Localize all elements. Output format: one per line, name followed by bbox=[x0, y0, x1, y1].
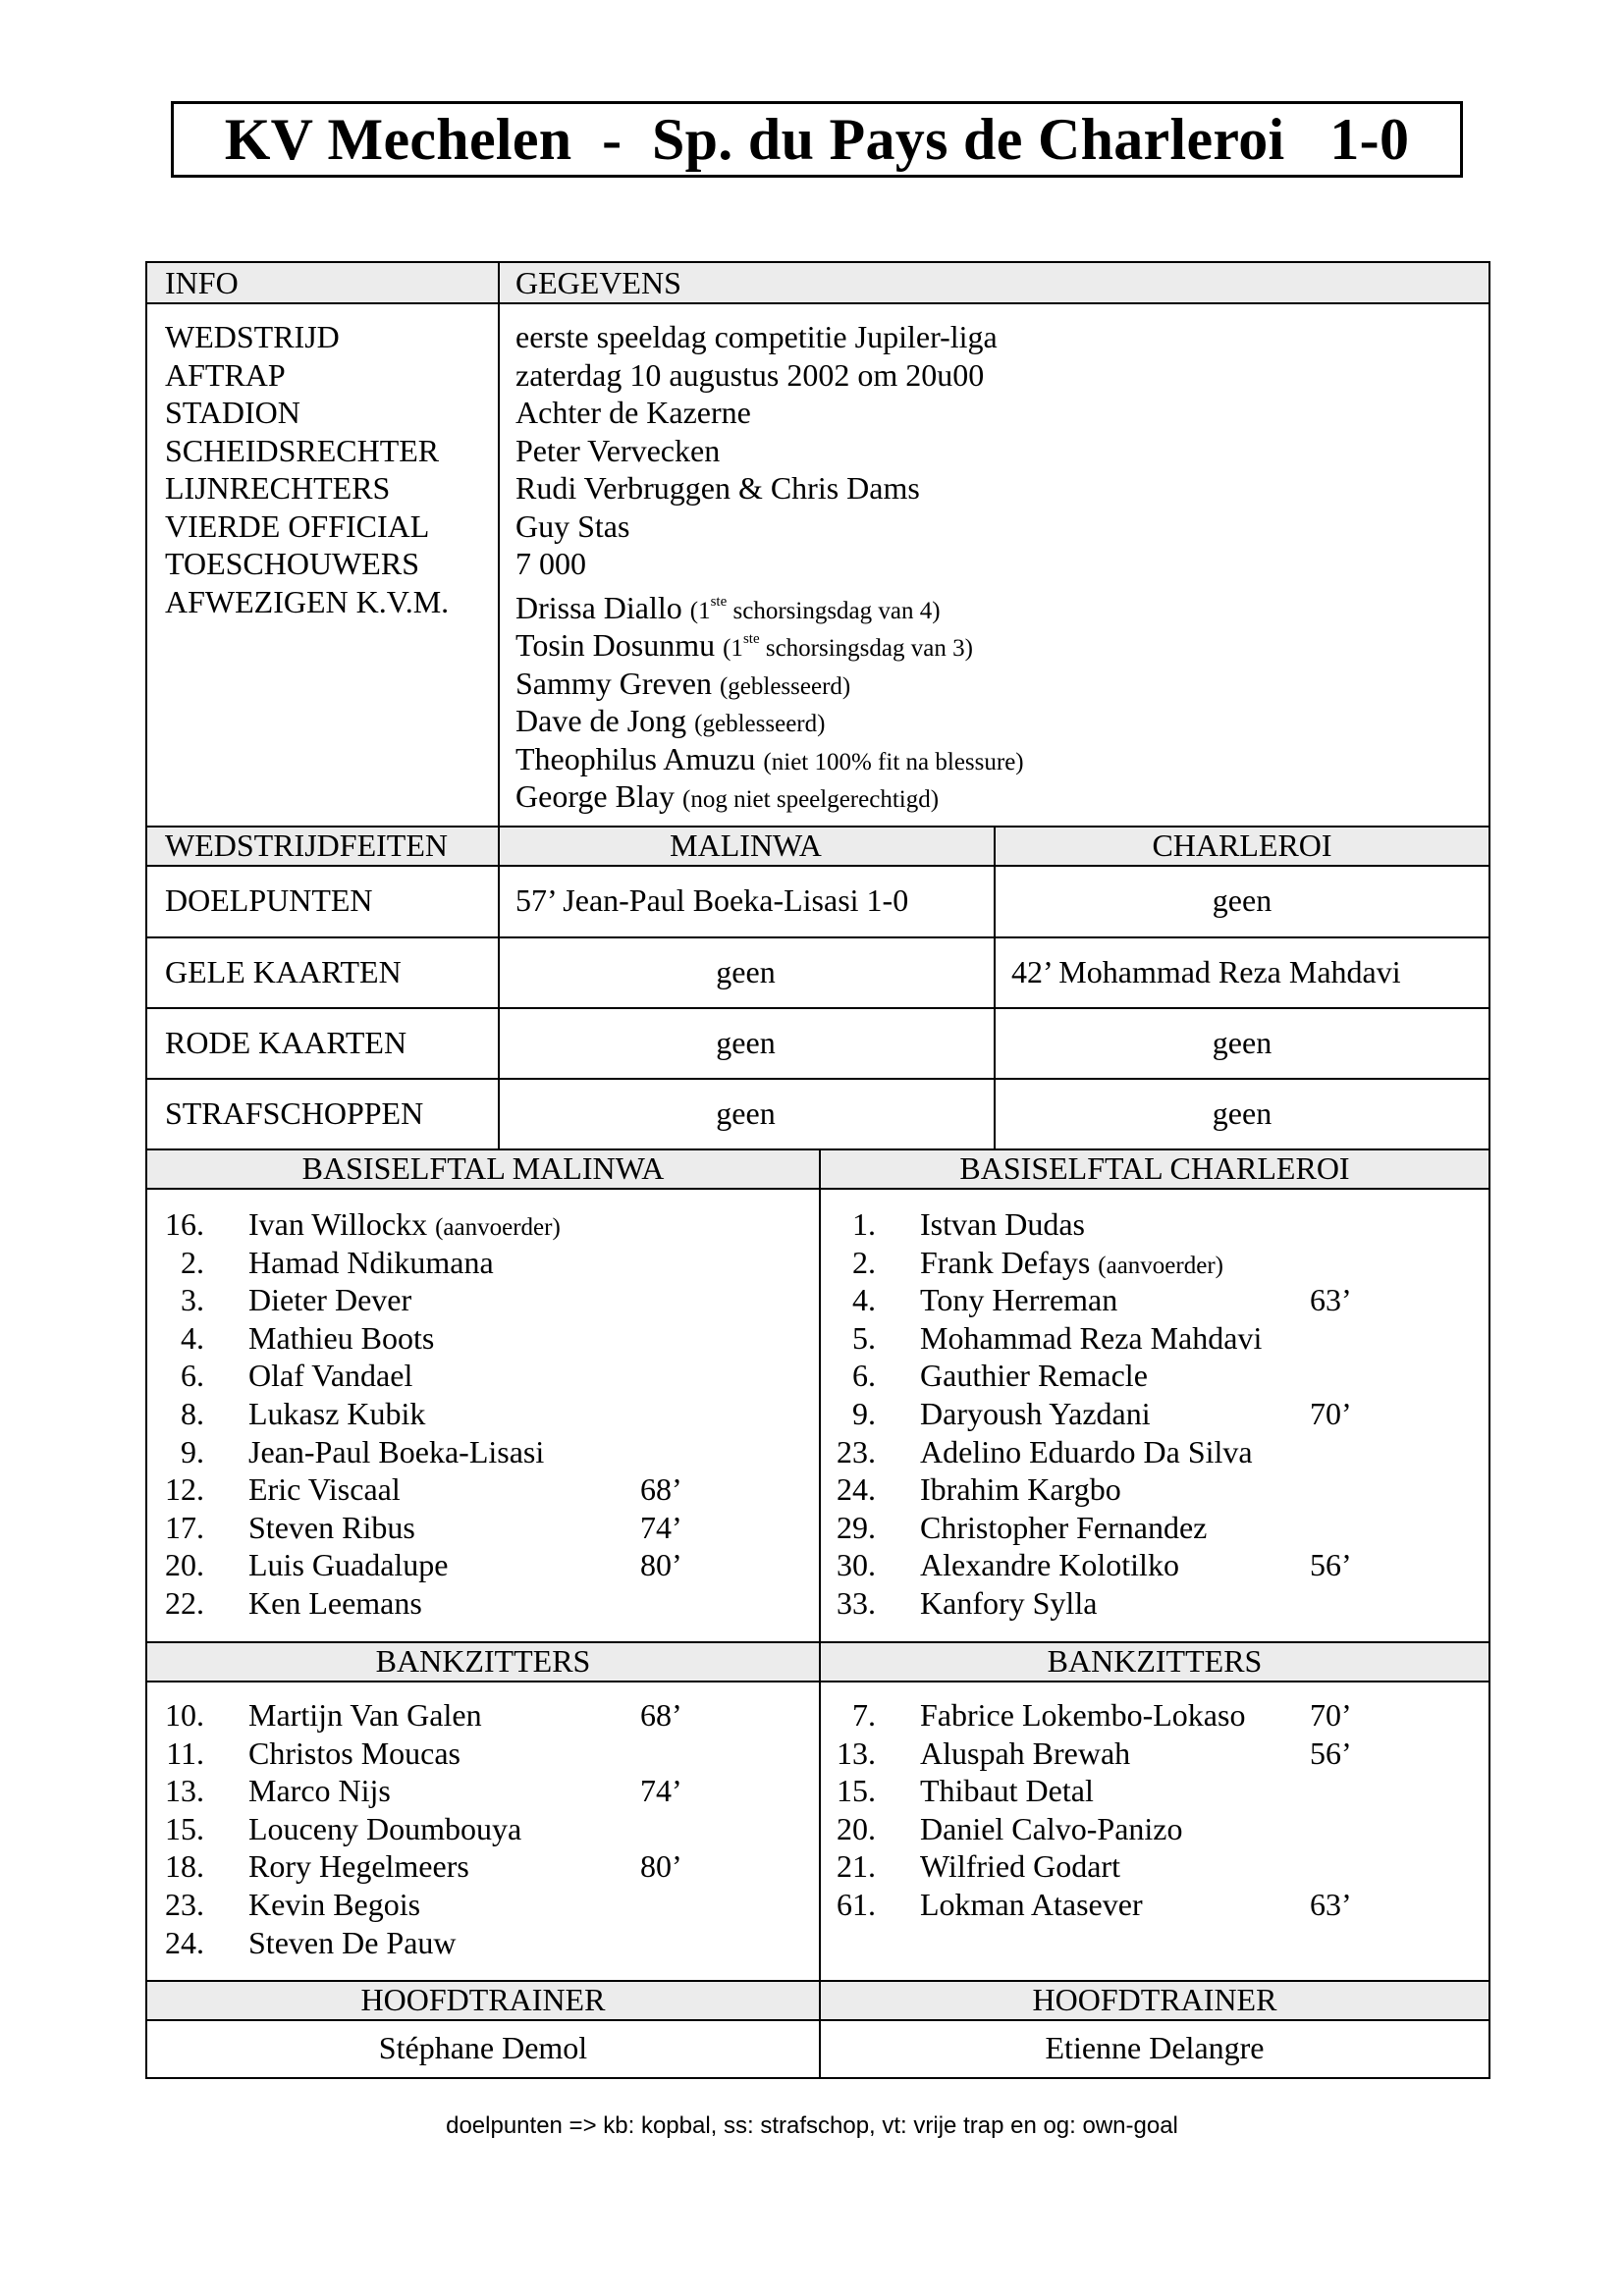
player-row bbox=[165, 1281, 813, 1319]
substitution-minute: 80’ bbox=[640, 1547, 682, 1583]
player-name: Fabrice Lokembo-Lokaso bbox=[920, 1697, 1246, 1733]
lineup-away-list bbox=[837, 1205, 1485, 1628]
fact-home-value: geen bbox=[716, 1024, 776, 1060]
facts-header-home: MALINWA bbox=[670, 827, 822, 863]
player-number: 21. bbox=[837, 1848, 876, 1885]
player-row bbox=[165, 1395, 813, 1433]
player-row bbox=[165, 1319, 813, 1358]
player-row bbox=[165, 1886, 813, 1924]
fact-label: STRAFSCHOPPEN bbox=[165, 1095, 424, 1131]
info-label: SCHEIDSRECHTER bbox=[165, 433, 440, 468]
fact-label: DOELPUNTEN bbox=[165, 882, 373, 918]
substitution-minute: 56’ bbox=[1310, 1547, 1352, 1583]
player-name: Lokman Atasever bbox=[920, 1887, 1143, 1922]
player-name-cell bbox=[248, 1319, 434, 1358]
footer-legend: doelpunten => kb: kopbal, ss: strafschop, vt: vrije trap en og: own-goal bbox=[446, 2112, 1178, 2139]
player-row bbox=[837, 1244, 1485, 1282]
player-note: (aanvoerder) bbox=[435, 1214, 561, 1241]
substitution-minute: 70’ bbox=[1310, 1697, 1352, 1733]
player-name: Steven De Pauw bbox=[248, 1924, 457, 1960]
player-row bbox=[165, 1772, 813, 1810]
player-row bbox=[837, 1509, 1485, 1547]
player-row bbox=[837, 1395, 1485, 1433]
player-name-cell bbox=[248, 1772, 391, 1810]
player-name-cell bbox=[248, 1433, 544, 1471]
player-number: 4. bbox=[181, 1319, 204, 1356]
player-number: 13. bbox=[837, 1735, 876, 1771]
absentee-note: (geblesseerd) bbox=[719, 673, 851, 700]
player-name: Ken Leemans bbox=[248, 1585, 422, 1621]
player-name-cell bbox=[920, 1886, 1143, 1924]
absentee-name: Dave de Jong bbox=[515, 703, 687, 738]
player-name: Martijn Van Galen bbox=[248, 1697, 482, 1733]
substitution-minute: 80’ bbox=[640, 1848, 682, 1885]
player-number: 22. bbox=[165, 1585, 204, 1621]
lineup-home-list bbox=[165, 1205, 813, 1628]
facts-header-label: WEDSTRIJDFEITEN bbox=[165, 827, 448, 863]
info-label: TOESCHOUWERS bbox=[165, 546, 419, 581]
player-name-cell bbox=[248, 1584, 422, 1623]
absentee-note: (1ste schorsingsdag van 4) bbox=[689, 594, 941, 624]
player-number: 4. bbox=[852, 1282, 876, 1318]
player-number: 12. bbox=[165, 1471, 204, 1508]
player-number: 15. bbox=[165, 1810, 204, 1846]
player-row bbox=[837, 1433, 1485, 1471]
rule bbox=[147, 302, 1489, 304]
player-name: Kevin Begois bbox=[248, 1887, 421, 1922]
player-row bbox=[837, 1470, 1485, 1509]
player-name-cell bbox=[248, 1205, 561, 1248]
info-value: zaterdag 10 augustus 2002 om 20u00 bbox=[515, 357, 985, 393]
player-name: Daryoush Yazdani bbox=[920, 1396, 1151, 1431]
player-row bbox=[165, 1470, 813, 1509]
player-row bbox=[837, 1281, 1485, 1319]
absentee-note: (geblesseerd) bbox=[694, 711, 826, 737]
player-row bbox=[837, 1735, 1485, 1773]
player-number: 15. bbox=[837, 1773, 876, 1809]
substitution-minute: 74’ bbox=[640, 1509, 682, 1545]
player-number: 2. bbox=[852, 1244, 876, 1280]
player-name: Wilfried Godart bbox=[920, 1848, 1120, 1885]
player-name: Gauthier Remacle bbox=[920, 1358, 1148, 1394]
info-label: AFTRAP bbox=[165, 357, 286, 393]
player-number: 2. bbox=[181, 1244, 204, 1280]
player-number: 24. bbox=[837, 1471, 876, 1508]
player-number: 3. bbox=[181, 1282, 204, 1318]
player-name-cell bbox=[248, 1357, 412, 1395]
player-name-cell bbox=[248, 1395, 425, 1433]
player-name-cell bbox=[920, 1470, 1121, 1509]
fact-home-value: 57’ Jean-Paul Boeka-Lisasi 1-0 bbox=[515, 882, 909, 918]
player-number: 20. bbox=[837, 1810, 876, 1846]
player-row bbox=[837, 1696, 1485, 1735]
trainer-home: Stéphane Demol bbox=[378, 2030, 588, 2065]
player-name-cell bbox=[248, 1546, 449, 1584]
player-number: 18. bbox=[165, 1848, 204, 1885]
player-name-cell bbox=[248, 1735, 460, 1773]
player-row bbox=[165, 1205, 813, 1244]
rule bbox=[147, 1188, 1489, 1190]
player-number: 11. bbox=[166, 1735, 204, 1771]
player-number: 23. bbox=[165, 1887, 204, 1922]
info-label: WEDSTRIJD bbox=[165, 319, 340, 354]
player-name-cell bbox=[248, 1281, 411, 1319]
info-value: Guy Stas bbox=[515, 508, 630, 544]
bench-header-away: BANKZITTERS bbox=[1047, 1642, 1263, 1679]
player-name: Olaf Vandael bbox=[248, 1358, 413, 1394]
substitution-minute: 70’ bbox=[1310, 1396, 1352, 1431]
player-row bbox=[837, 1357, 1485, 1395]
player-row bbox=[165, 1509, 813, 1547]
player-row bbox=[165, 1924, 813, 1962]
player-name-cell bbox=[248, 1509, 415, 1547]
player-number: 17. bbox=[165, 1509, 204, 1545]
player-row bbox=[837, 1886, 1485, 1924]
absentee-name: Drissa Diallo bbox=[515, 590, 682, 625]
player-row bbox=[837, 1810, 1485, 1848]
player-row bbox=[837, 1772, 1485, 1810]
player-number: 9. bbox=[181, 1433, 204, 1469]
player-number: 7. bbox=[852, 1697, 876, 1733]
player-name: Istvan Dudas bbox=[920, 1206, 1085, 1242]
player-name: Ivan Willockx bbox=[248, 1206, 428, 1242]
player-row bbox=[165, 1810, 813, 1848]
player-name: Mathieu Boots bbox=[248, 1319, 435, 1356]
bench-home-list bbox=[165, 1696, 813, 1971]
player-name: Alexandre Kolotilko bbox=[920, 1547, 1179, 1583]
player-row bbox=[165, 1244, 813, 1282]
substitution-minute: 63’ bbox=[1310, 1282, 1352, 1318]
player-name-cell bbox=[920, 1357, 1148, 1395]
player-name-cell bbox=[248, 1886, 420, 1924]
facts-header-away: CHARLEROI bbox=[1152, 827, 1332, 863]
player-name: Dieter Dever bbox=[248, 1282, 412, 1318]
player-name-cell bbox=[920, 1395, 1151, 1433]
player-note: (aanvoerder) bbox=[1098, 1252, 1223, 1279]
player-name-cell bbox=[920, 1244, 1223, 1286]
player-name: Steven Ribus bbox=[248, 1509, 415, 1545]
fact-home-value: geen bbox=[716, 1095, 776, 1131]
player-name-cell bbox=[920, 1696, 1245, 1735]
info-value: Peter Vervecken bbox=[515, 433, 721, 468]
player-name: Aluspah Brewah bbox=[920, 1735, 1131, 1771]
absentee-note: (niet 100% fit na blessure) bbox=[763, 749, 1024, 775]
substitution-minute: 63’ bbox=[1310, 1887, 1352, 1922]
player-name: Lukasz Kubik bbox=[248, 1396, 426, 1431]
player-name-cell bbox=[920, 1810, 1182, 1848]
info-value: eerste speeldag competitie Jupiler-liga bbox=[515, 319, 998, 354]
player-name: Ibrahim Kargbo bbox=[920, 1471, 1121, 1508]
trainer-header-home: HOOFDTRAINER bbox=[360, 1981, 606, 2017]
absentee-name: Sammy Greven bbox=[515, 666, 712, 701]
rule bbox=[147, 1681, 1489, 1682]
player-number: 6. bbox=[181, 1358, 204, 1394]
substitution-minute: 68’ bbox=[640, 1697, 682, 1733]
player-number: 13. bbox=[165, 1773, 204, 1809]
player-name-cell bbox=[920, 1847, 1120, 1886]
player-number: 29. bbox=[837, 1509, 876, 1545]
trainer-away: Etienne Delangre bbox=[1045, 2030, 1265, 2065]
player-name-cell bbox=[920, 1509, 1207, 1547]
substitution-minute: 56’ bbox=[1310, 1735, 1352, 1771]
fact-away-value: geen bbox=[1212, 1095, 1272, 1131]
player-row bbox=[837, 1847, 1485, 1886]
absentee-note: (nog niet speelgerechtigd) bbox=[682, 786, 940, 813]
bench-header-home: BANKZITTERS bbox=[375, 1642, 591, 1679]
player-name: Luis Guadalupe bbox=[248, 1547, 449, 1583]
player-name-cell bbox=[248, 1470, 401, 1509]
info-label: LIJNRECHTERS bbox=[165, 470, 391, 506]
player-name-cell bbox=[920, 1735, 1130, 1773]
player-name-cell bbox=[920, 1319, 1262, 1358]
player-name-cell bbox=[248, 1847, 469, 1886]
player-name-cell bbox=[920, 1546, 1179, 1584]
info-value: 7 000 bbox=[515, 546, 586, 581]
fact-away-value: geen bbox=[1212, 1024, 1272, 1060]
player-row bbox=[837, 1205, 1485, 1244]
player-row bbox=[165, 1433, 813, 1471]
player-name-cell bbox=[920, 1205, 1085, 1244]
player-row bbox=[165, 1696, 813, 1735]
fact-away-value: geen bbox=[1212, 882, 1272, 918]
player-row bbox=[837, 1546, 1485, 1584]
fact-label: RODE KAARTEN bbox=[165, 1024, 407, 1060]
player-name: Tony Herreman bbox=[920, 1282, 1118, 1318]
player-name-cell bbox=[248, 1810, 521, 1848]
player-number: 10. bbox=[165, 1697, 204, 1733]
lineup-header-home: BASISELFTAL MALINWA bbox=[301, 1149, 665, 1186]
player-name-cell bbox=[920, 1772, 1094, 1810]
player-name-cell bbox=[920, 1584, 1097, 1623]
player-name: Kanfory Sylla bbox=[920, 1585, 1098, 1621]
column-rule bbox=[819, 1148, 821, 2079]
player-row bbox=[165, 1735, 813, 1773]
info-header: INFO bbox=[165, 264, 239, 300]
player-name-cell bbox=[248, 1244, 494, 1282]
absentee-name: Tosin Dosunmu bbox=[515, 627, 716, 663]
player-number: 16. bbox=[165, 1206, 204, 1242]
substitution-minute: 68’ bbox=[640, 1471, 682, 1508]
player-name: Daniel Calvo-Panizo bbox=[920, 1810, 1183, 1846]
player-row bbox=[837, 1584, 1485, 1623]
player-name: Christos Moucas bbox=[248, 1735, 460, 1771]
info-label: VIERDE OFFICIAL bbox=[165, 508, 430, 544]
player-number: 24. bbox=[165, 1924, 204, 1960]
player-name: Frank Defays bbox=[920, 1244, 1091, 1280]
player-name-cell bbox=[248, 1924, 457, 1962]
player-row bbox=[165, 1357, 813, 1395]
bench-away-list bbox=[837, 1696, 1485, 1971]
lineup-header-away: BASISELFTAL CHARLEROI bbox=[959, 1149, 1350, 1186]
absentee-item bbox=[515, 772, 939, 820]
info-label: STADION bbox=[165, 395, 300, 430]
player-row bbox=[837, 1319, 1485, 1358]
info-label: AFWEZIGEN K.V.M. bbox=[165, 584, 450, 619]
substitution-minute: 74’ bbox=[640, 1773, 682, 1809]
player-number: 9. bbox=[852, 1396, 876, 1431]
fact-label: GELE KAARTEN bbox=[165, 953, 402, 989]
player-name: Hamad Ndikumana bbox=[248, 1244, 494, 1280]
player-name: Thibaut Detal bbox=[920, 1773, 1094, 1809]
player-name: Christopher Fernandez bbox=[920, 1509, 1208, 1545]
absentee-name: George Blay bbox=[515, 778, 676, 814]
gegevens-header: GEGEVENS bbox=[515, 264, 681, 300]
player-number: 1. bbox=[852, 1206, 876, 1242]
player-row bbox=[165, 1584, 813, 1623]
player-name: Louceny Doumbouya bbox=[248, 1810, 522, 1846]
player-name: Marco Nijs bbox=[248, 1773, 391, 1809]
player-number: 30. bbox=[837, 1547, 876, 1583]
player-name-cell bbox=[920, 1433, 1253, 1471]
player-row bbox=[165, 1546, 813, 1584]
info-value: Rudi Verbruggen & Chris Dams bbox=[515, 470, 920, 506]
player-number: 23. bbox=[837, 1433, 876, 1469]
player-number: 8. bbox=[181, 1396, 204, 1431]
player-name: Mohammad Reza Mahdavi bbox=[920, 1319, 1263, 1356]
trainer-header-away: HOOFDTRAINER bbox=[1032, 1981, 1277, 2017]
absentee-name: Theophilus Amuzu bbox=[515, 741, 756, 776]
absentee-note: (1ste schorsingsdag van 3) bbox=[723, 631, 973, 662]
player-name: Eric Viscaal bbox=[248, 1471, 401, 1508]
player-number: 5. bbox=[852, 1319, 876, 1356]
match-sheet bbox=[145, 261, 1490, 2079]
player-number: 6. bbox=[852, 1358, 876, 1394]
info-value: Achter de Kazerne bbox=[515, 395, 751, 430]
player-name-cell bbox=[248, 1696, 482, 1735]
player-row bbox=[165, 1847, 813, 1886]
player-number: 33. bbox=[837, 1585, 876, 1621]
match-title: KV Mechelen - Sp. du Pays de Charleroi 1-0 bbox=[171, 101, 1463, 178]
player-number: 20. bbox=[165, 1547, 204, 1583]
player-name: Rory Hegelmeers bbox=[248, 1848, 469, 1885]
player-name-cell bbox=[920, 1281, 1117, 1319]
player-name: Adelino Eduardo Da Silva bbox=[920, 1433, 1253, 1469]
fact-away-value: 42’ Mohammad Reza Mahdavi bbox=[1011, 953, 1401, 989]
player-name: Jean-Paul Boeka-Lisasi bbox=[248, 1433, 545, 1469]
fact-home-value: geen bbox=[716, 953, 776, 989]
player-number: 61. bbox=[837, 1887, 876, 1922]
